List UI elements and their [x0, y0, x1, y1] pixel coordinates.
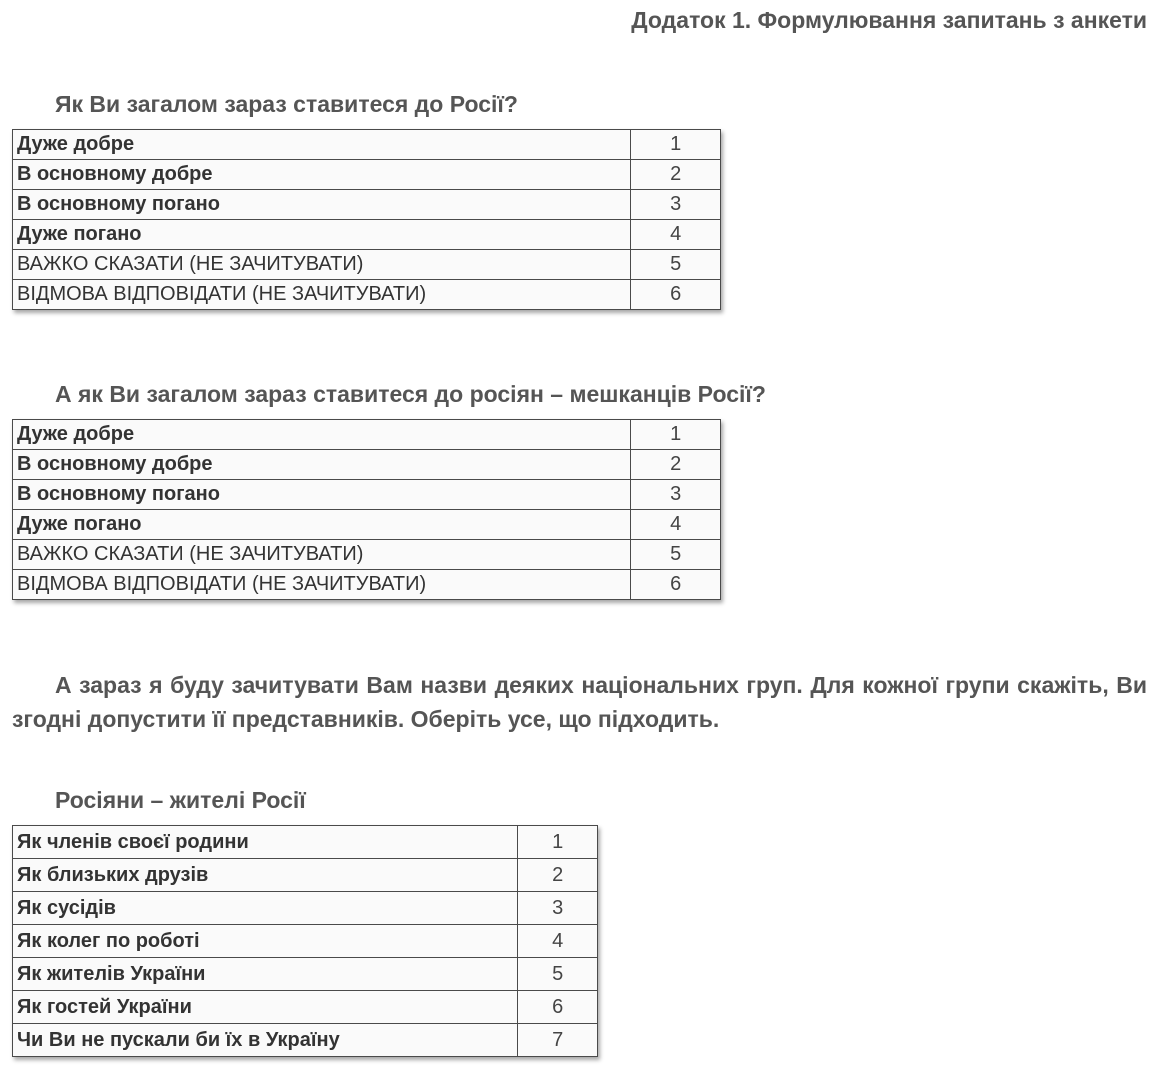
- answer-label: В основному добре: [13, 160, 631, 190]
- answer-code: 4: [518, 925, 598, 958]
- answer-label: ВІДМОВА ВІДПОВІДАТИ (НЕ ЗАЧИТУВАТИ): [13, 280, 631, 310]
- answer-code: 1: [631, 420, 721, 450]
- question-3-answer-table: [12, 825, 598, 1057]
- table-row: [13, 925, 598, 958]
- answer-code: 6: [631, 280, 721, 310]
- answer-code: 6: [631, 570, 721, 600]
- answer-code: 2: [631, 450, 721, 480]
- answer-label: Як жителів України: [13, 958, 518, 991]
- table-row: [13, 892, 598, 925]
- table-row: [13, 958, 598, 991]
- table-row: [13, 826, 598, 859]
- answer-label: ВАЖКО СКАЗАТИ (НЕ ЗАЧИТУВАТИ): [13, 540, 631, 570]
- answer-label: Дуже погано: [13, 220, 631, 250]
- question-1-answer-table: [12, 129, 721, 310]
- answer-label: В основному погано: [13, 190, 631, 220]
- table-row: [13, 859, 598, 892]
- answer-code: 2: [518, 859, 598, 892]
- answer-code: 5: [631, 540, 721, 570]
- table-row: [13, 280, 721, 310]
- table-row: [13, 190, 721, 220]
- question-2-title: А як Ви загалом зараз ставитеся до росіян – мешканців Росії?: [55, 381, 766, 407]
- answer-code: 1: [631, 130, 721, 160]
- answer-label: ВАЖКО СКАЗАТИ (НЕ ЗАЧИТУВАТИ): [13, 250, 631, 280]
- table-row: [13, 510, 721, 540]
- answer-code: 3: [631, 190, 721, 220]
- table-row: [13, 130, 721, 160]
- table-row: [13, 540, 721, 570]
- answer-label: Як гостей України: [13, 991, 518, 1024]
- table-row: [13, 220, 721, 250]
- question-2-answer-table: [12, 419, 721, 600]
- answer-code: 4: [631, 510, 721, 540]
- table-row: [13, 450, 721, 480]
- table-row: [13, 570, 721, 600]
- answer-label: Дуже добре: [13, 420, 631, 450]
- answer-label: ВІДМОВА ВІДПОВІДАТИ (НЕ ЗАЧИТУВАТИ): [13, 570, 631, 600]
- answer-code: 3: [518, 892, 598, 925]
- answer-code: 6: [518, 991, 598, 1024]
- table-row: [13, 420, 721, 450]
- answer-code: 2: [631, 160, 721, 190]
- answer-label: Дуже погано: [13, 510, 631, 540]
- answer-label: Дуже добре: [13, 130, 631, 160]
- intro-paragraph: А зараз я буду зачитувати Вам назви деяких національних груп. Для кожної групи скажіть, Ви згодні допустити її представників. Оберіть усе, що підходить.: [12, 672, 1147, 732]
- answer-code: 7: [518, 1024, 598, 1057]
- page-title: Додаток 1. Формулювання запитань з анкети: [631, 7, 1147, 33]
- answer-label: Як колег по роботі: [13, 925, 518, 958]
- answer-code: 1: [518, 826, 598, 859]
- question-1-title: Як Ви загалом зараз ставитеся до Росії?: [55, 91, 518, 117]
- table-row: [13, 991, 598, 1024]
- answer-code: 3: [631, 480, 721, 510]
- answer-label: В основному погано: [13, 480, 631, 510]
- answer-code: 5: [631, 250, 721, 280]
- answer-code: 4: [631, 220, 721, 250]
- table-row: [13, 1024, 598, 1057]
- answer-label: Як сусідів: [13, 892, 518, 925]
- answer-label: Як членів своєї родини: [13, 826, 518, 859]
- answer-label: В основному добре: [13, 450, 631, 480]
- table-row: [13, 250, 721, 280]
- answer-code: 5: [518, 958, 598, 991]
- table-row: [13, 160, 721, 190]
- answer-label: Чи Ви не пускали би їх в Україну: [13, 1024, 518, 1057]
- table-row: [13, 480, 721, 510]
- question-3-title: Росіяни – жителі Росії: [55, 787, 306, 813]
- answer-label: Як близьких друзів: [13, 859, 518, 892]
